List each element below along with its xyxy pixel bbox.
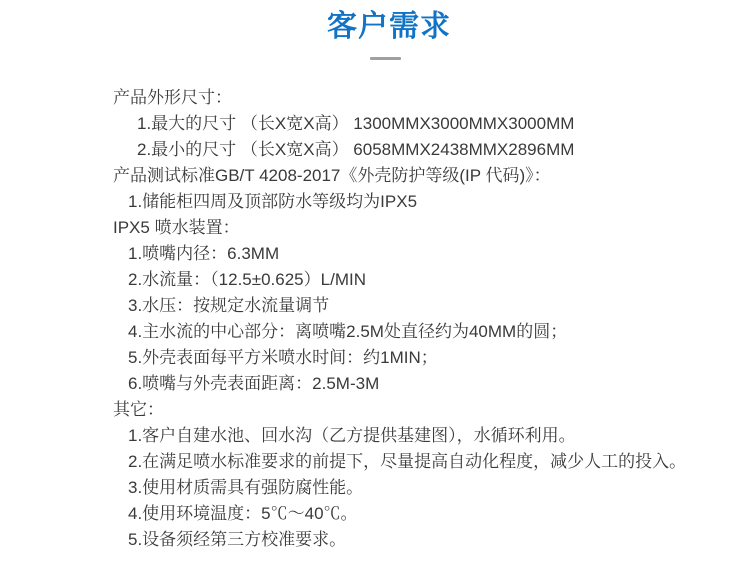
requirement-line: 6.喷嘴与外壳表面距离：2.5M-3M <box>128 374 380 393</box>
requirement-line: 1.储能柜四周及顶部防水等级均为IPX5 <box>128 192 418 211</box>
requirement-line: 2.水流量：（12.5±0.625）L/MIN <box>128 270 366 289</box>
requirement-line: 5.设备须经第三方校准要求。 <box>128 530 347 549</box>
requirement-line: 2.在满足喷水标准要求的前提下，尽量提高自动化程度，减少人工的投入。 <box>128 452 687 471</box>
title-divider <box>370 57 401 60</box>
page-title: 客户需求 <box>327 10 451 43</box>
requirement-line: 1.最大的尺寸 （长X宽X高） 1300MMX3000MMX3000MM <box>137 114 575 133</box>
requirement-line: 5.外壳表面每平方米喷水时间：约1MIN； <box>128 348 438 367</box>
requirement-line: 3.使用材质需具有强防腐性能。 <box>128 478 364 497</box>
requirement-line: 3.水压：按规定水流量调节 <box>128 296 330 315</box>
requirement-line: 产品测试标准GB/T 4208-2017《外壳防护等级(IP 代码)》： <box>113 166 551 185</box>
requirement-line: IPX5 喷水装置： <box>113 218 240 237</box>
requirement-line: 2.最小的尺寸 （长X宽X高） 6058MMX2438MMX2896MM <box>137 140 575 159</box>
customer-requirements-page <box>0 9 750 574</box>
requirement-line: 产品外形尺寸： <box>113 88 232 107</box>
requirement-line: 4.主水流的中心部分：离喷嘴2.5M处直径约为40MM的圆； <box>128 322 568 341</box>
requirements-list <box>0 85 750 553</box>
requirement-line: 1.喷嘴内径：6.3MM <box>128 244 280 263</box>
requirement-line: 1.客户自建水池、回水沟（乙方提供基建图），水循环利用。 <box>128 426 576 445</box>
requirement-line: 其它： <box>113 400 164 419</box>
requirement-line: 4.使用环境温度：5℃～40℃。 <box>128 504 358 523</box>
